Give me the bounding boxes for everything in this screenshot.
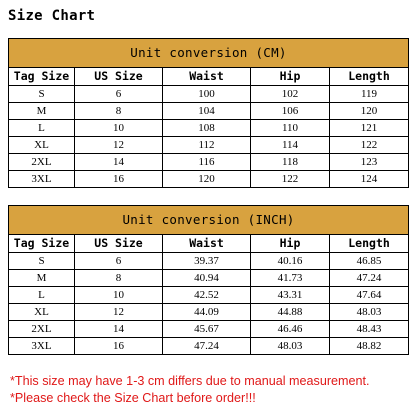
table-row (9, 171, 409, 188)
table-cell: 8 (75, 270, 163, 287)
table-cell: 120 (330, 103, 409, 120)
table-cell: 110 (251, 120, 330, 137)
table-cell: 8 (75, 103, 163, 120)
table-cell: 40.16 (251, 253, 330, 270)
table-cell: 48.03 (251, 338, 330, 355)
table-cell: 48.82 (330, 338, 409, 355)
table-cell: L (9, 287, 75, 304)
table-cell: 12 (75, 137, 163, 154)
table-cell: M (9, 103, 75, 120)
note-measurement-tolerance: *This size may have 1-3 cm differs due to manual measurement. (10, 374, 370, 388)
table-cell: 39.37 (163, 253, 251, 270)
column-header-tag-size: Tag Size (9, 68, 75, 86)
table-cell: 40.94 (163, 270, 251, 287)
table-cell: 10 (75, 120, 163, 137)
table-row (9, 338, 409, 355)
table-row (9, 137, 409, 154)
table-body (9, 253, 409, 355)
table-row (9, 304, 409, 321)
table-cell: 41.73 (251, 270, 330, 287)
column-header-length: Length (330, 68, 409, 86)
table-cell: 116 (163, 154, 251, 171)
size-table-cm (8, 38, 409, 188)
table-cell: 102 (251, 86, 330, 103)
table-cell: 2XL (9, 321, 75, 338)
table-cell: 42.52 (163, 287, 251, 304)
table-row (9, 120, 409, 137)
table-row (9, 86, 409, 103)
table-cell: 45.67 (163, 321, 251, 338)
table-row (9, 287, 409, 304)
column-header-tag-size: Tag Size (9, 235, 75, 253)
table-cell: 48.03 (330, 304, 409, 321)
table-cell: 3XL (9, 338, 75, 355)
table-cell: XL (9, 304, 75, 321)
page-title: Size Chart (8, 8, 96, 24)
table-caption-row (9, 39, 409, 68)
table-cell: M (9, 270, 75, 287)
table-row (9, 154, 409, 171)
table-cell: XL (9, 137, 75, 154)
table-cell: 104 (163, 103, 251, 120)
table-cell: 100 (163, 86, 251, 103)
table-header-row (9, 235, 409, 253)
table-caption: Unit conversion (CM) (9, 39, 409, 68)
table-cell: 47.64 (330, 287, 409, 304)
table-row (9, 321, 409, 338)
column-header-us-size: US Size (75, 235, 163, 253)
table-cell: S (9, 253, 75, 270)
column-header-hip: Hip (251, 68, 330, 86)
table-cell: 16 (75, 171, 163, 188)
table-cell: 122 (251, 171, 330, 188)
table-cell: 118 (251, 154, 330, 171)
table-cell: 43.31 (251, 287, 330, 304)
table-cell: 14 (75, 154, 163, 171)
table-cell: 114 (251, 137, 330, 154)
table-cell: 121 (330, 120, 409, 137)
table-row (9, 103, 409, 120)
table-cell: 120 (163, 171, 251, 188)
column-header-hip: Hip (251, 235, 330, 253)
column-header-length: Length (330, 235, 409, 253)
table-cell: 44.09 (163, 304, 251, 321)
table-row (9, 253, 409, 270)
column-header-us-size: US Size (75, 68, 163, 86)
table-body (9, 86, 409, 188)
table-cell: 46.46 (251, 321, 330, 338)
table-cell: 14 (75, 321, 163, 338)
table-cell: 6 (75, 86, 163, 103)
column-header-waist: Waist (163, 68, 251, 86)
table-cell: 123 (330, 154, 409, 171)
table-cell: 48.43 (330, 321, 409, 338)
table-cell: 6 (75, 253, 163, 270)
table-cell: 106 (251, 103, 330, 120)
table-cell: 3XL (9, 171, 75, 188)
note-check-size-chart: *Please check the Size Chart before order!!! (10, 391, 256, 405)
table-caption: Unit conversion (INCH) (9, 206, 409, 235)
table-cell: 122 (330, 137, 409, 154)
table-cell: S (9, 86, 75, 103)
table-cell: 112 (163, 137, 251, 154)
table-cell: 119 (330, 86, 409, 103)
table-cell: 47.24 (330, 270, 409, 287)
table-cell: 44.88 (251, 304, 330, 321)
table-cell: 108 (163, 120, 251, 137)
table-cell: 2XL (9, 154, 75, 171)
table-cell: 124 (330, 171, 409, 188)
table-caption-row (9, 206, 409, 235)
notes (10, 373, 370, 407)
table-header-row (9, 68, 409, 86)
size-table-inch (8, 205, 409, 355)
column-header-waist: Waist (163, 235, 251, 253)
table-cell: L (9, 120, 75, 137)
table-cell: 10 (75, 287, 163, 304)
table-cell: 47.24 (163, 338, 251, 355)
table-row (9, 270, 409, 287)
table-cell: 12 (75, 304, 163, 321)
table-cell: 46.85 (330, 253, 409, 270)
table-cell: 16 (75, 338, 163, 355)
